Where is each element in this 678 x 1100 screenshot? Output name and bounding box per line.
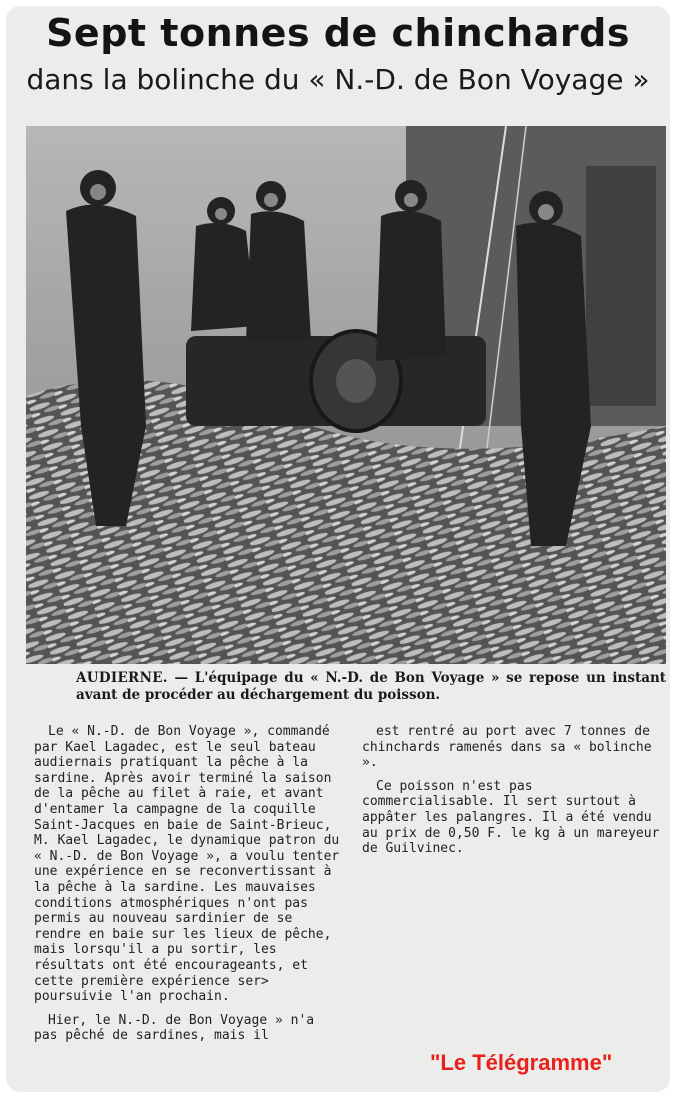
article-paragraph: Hier, le N.-D. de Bon Voyage » n'a pas pêché de sardines, mais il <box>34 1012 315 1044</box>
photo-caption <box>76 670 666 704</box>
caption-place: AUDIERNE. <box>76 670 168 686</box>
source-label: "Le Télégramme" <box>430 1050 613 1075</box>
article-column-right <box>362 724 668 865</box>
newspaper-clipping <box>6 6 670 1092</box>
article-paragraph: Ce poisson n'est pas commercialisable. Il sert surtout à appâter les palangres. Il a été vendu au prix de 0,50 F. le kg à un mareyeur de Guilvinec. <box>362 778 660 857</box>
article-column-left <box>34 724 344 1052</box>
news-photo <box>26 126 666 664</box>
caption-text: — L'équipage du « N.-D. de Bon Voyage » se repose un instant avant de procéder au déchargement du poisson. <box>76 670 667 703</box>
article-paragraph: est rentré au port avec 7 tonnes de chinchards ramenés dans sa « bolinche ». <box>362 724 652 771</box>
article-paragraph: Le « N.-D. de Bon Voyage », commandé par Kael Lagadec, est le seul bateau audiernais pratiquant la pêche à la sardine. Après avoir terminé la saison de la pêche au filet à raie, et avant d'entamer la campagne de la coquille Saint-Jacques en baie de Saint-Brieuc, M. Kael Lagadec, le dynamique patron du « N.-D. de Bon Voyage », a voulu tenter une expérience en se reconvertissant à la pêche à la sardine. Les mauvaises conditions atmosphériques n'ont pas permis au nouveau sardinier de se rendre en baie sur les lieux de pêche, mais lorsqu'il a pu sortir, les résultats ont été encourageants, et cette première expérience ser> poursuivie l'an prochain. <box>34 724 340 1005</box>
headline: Sept tonnes de chinchards <box>46 11 630 55</box>
subheadline: dans la bolinche du « N.-D. de Bon Voyage » <box>26 63 650 96</box>
photo-illustration <box>26 126 666 664</box>
